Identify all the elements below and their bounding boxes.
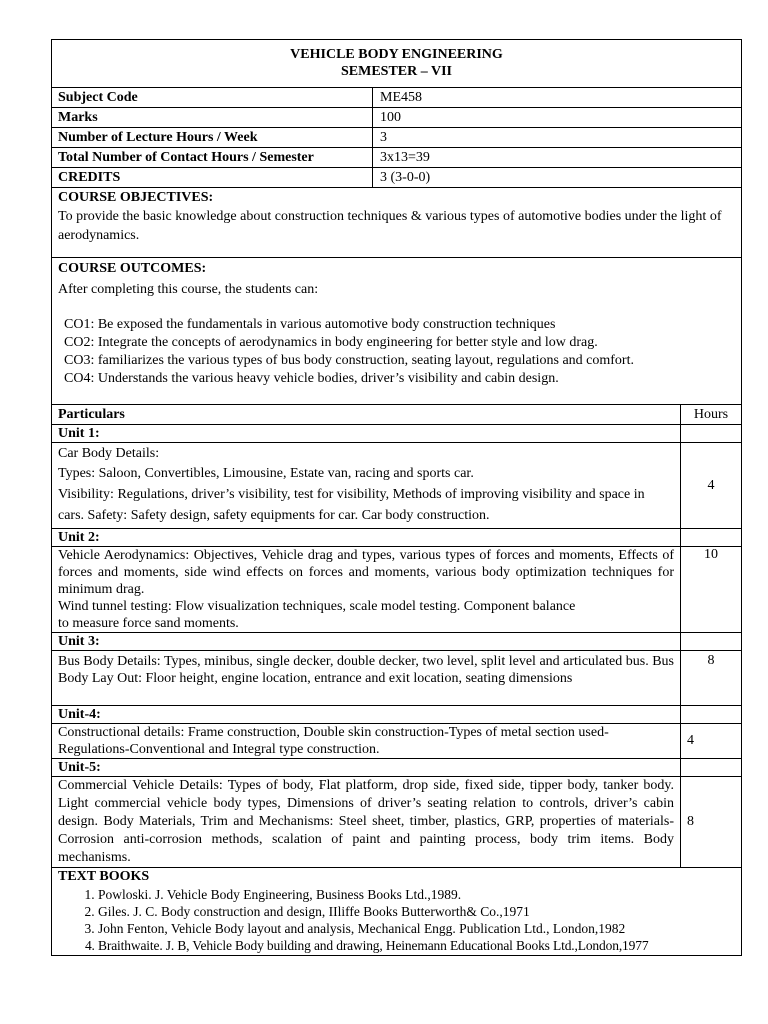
- unit-content-row: [52, 776, 741, 867]
- unit-content: [52, 651, 681, 705]
- unit-hours: 10: [704, 547, 718, 562]
- title-line-1: VEHICLE BODY ENGINEERING: [290, 47, 503, 62]
- unit-title-row: [52, 705, 741, 723]
- info-row-contact-hours: [52, 147, 741, 167]
- unit-title-row: [52, 758, 741, 776]
- outcome-item: CO4: Understands the various heavy vehicle bodies, driver’s visibility and cabin design.: [64, 371, 559, 386]
- textbook-item: 1. Powloski. J. Vehicle Body Engineering, Business Books Ltd.,1989.: [98, 886, 735, 903]
- unit-line: Commercial Vehicle Details: Types of body, Flat platform, drop side, fixed side, tipper body, tanker body. Light commercial vehicle body types, Dimensions of driver’s seating relation to controls, driver’s cabin design. Body Materials, Trim and Mechanisms: Steel sheet, timber, plastics, GRP, properties of materials-Corrosion anti-corrosion methods, scalation of paint and painting process, body trim items. Body mechanisms.: [58, 778, 674, 865]
- title-line-2: SEMESTER – VII: [340, 64, 452, 79]
- textbooks-list: [58, 886, 735, 954]
- info-row-credits: [52, 167, 741, 187]
- unit-line: Bus Body Details: Types, minibus, single decker, double decker, two level, split level and articulated bus. Bus Body Lay Out: Floor height, engine location, entrance and exit location, seating dimensions: [58, 654, 674, 686]
- unit-content: [52, 443, 681, 528]
- info-row-marks: [52, 107, 741, 127]
- unit-line: Wind tunnel testing: Flow visualization techniques, scale model testing. Component balance: [58, 599, 576, 614]
- info-value: 3 (3-0-0): [380, 170, 431, 185]
- info-key: Marks: [52, 108, 373, 127]
- hours-header: Hours: [693, 406, 729, 422]
- outcome-item: CO2: Integrate the concepts of aerodynamics in body engineering for better style and low drag.: [64, 335, 598, 350]
- particulars-header: Particulars: [52, 405, 681, 424]
- course-objectives-section: [52, 187, 741, 257]
- unit-title: Unit 1:: [52, 425, 681, 442]
- unit-line: to measure force sand moments.: [58, 616, 239, 631]
- objectives-heading: COURSE OBJECTIVES:: [58, 190, 214, 205]
- textbooks-heading: TEXT BOOKS: [58, 869, 150, 884]
- unit-content: [52, 777, 681, 867]
- unit-title: Unit-4:: [52, 706, 681, 723]
- info-value: 3: [380, 130, 387, 145]
- unit-content-row: [52, 442, 741, 528]
- unit-content-row: [52, 650, 741, 705]
- unit-line: Types: Saloon, Convertibles, Limousine, Estate van, racing and sports car.: [58, 466, 474, 481]
- textbook-item: 2. Giles. J. C. Body construction and design, IIliffe Books Butterworth& Co.,1971: [98, 903, 735, 920]
- objectives-text: To provide the basic knowledge about construction techniques & various types of automotive bodies under the light of aerodynamics.: [58, 209, 722, 243]
- unit-line: Constructional details: Frame construction, Double skin construction-Types of metal section used-Regulations-Conventional and Integral type construction.: [58, 725, 609, 757]
- outcomes-heading: COURSE OUTCOMES:: [58, 261, 207, 276]
- textbook-item: 3. John Fenton, Vehicle Body layout and analysis, Mechanical Engg. Publication Ltd., London,1982: [98, 920, 735, 937]
- unit-title: Unit 3:: [52, 633, 681, 650]
- info-value: 3x13=39: [380, 150, 430, 165]
- syllabus-document: [51, 39, 742, 956]
- info-row-subject-code: [52, 87, 741, 107]
- unit-line: Car Body Details:: [58, 446, 160, 461]
- info-key: CREDITS: [52, 168, 373, 187]
- unit-title: Unit-5:: [52, 759, 681, 776]
- unit-hours: 4: [707, 477, 715, 493]
- syllabus-header-row: [52, 404, 741, 424]
- unit-line: Vehicle Aerodynamics: Objectives, Vehicle drag and types, various types of forces and moments, Effects of forces and moments, side wind effects on forces and moments, various body optimization techniques for minimum drag.: [58, 548, 674, 597]
- textbook-item: 4. Braithwaite. J. B, Vehicle Body building and drawing, Heinemann Educational Books Ltd.,London,1977: [98, 937, 735, 954]
- outcome-item: CO1: Be exposed the fundamentals in various automotive body construction techniques: [64, 317, 556, 332]
- info-key: Subject Code: [52, 88, 373, 107]
- unit-title-row: [52, 632, 741, 650]
- unit-title: Unit 2:: [52, 529, 681, 546]
- info-value: 100: [380, 110, 401, 125]
- outcomes-intro: After completing this course, the students can:: [58, 282, 319, 297]
- unit-line: Visibility: Regulations, driver’s visibility, test for visibility, Methods of improving visibility and space in cars. Safety: Safety design, safety equipments for car. Car body construction.: [58, 487, 645, 523]
- unit-title-row: [52, 528, 741, 546]
- unit-hours: 8: [707, 653, 715, 668]
- info-key: Total Number of Contact Hours / Semester: [52, 148, 373, 167]
- info-key: Number of Lecture Hours / Week: [52, 128, 373, 147]
- info-value: ME458: [380, 90, 422, 105]
- unit-title-row: [52, 424, 741, 442]
- unit-content: [52, 547, 681, 632]
- outcome-item: CO3: familiarizes the various types of bus body construction, seating layout, regulations and comfort.: [64, 353, 634, 368]
- course-outcomes-section: [52, 257, 741, 404]
- unit-content: [52, 724, 681, 758]
- unit-hours: 8: [687, 814, 694, 829]
- unit-hours: 4: [687, 733, 694, 748]
- unit-content-row: [52, 546, 741, 632]
- info-row-lecture-hours: [52, 127, 741, 147]
- document-title: [52, 40, 741, 87]
- textbooks-section: [52, 867, 741, 955]
- unit-content-row: [52, 723, 741, 758]
